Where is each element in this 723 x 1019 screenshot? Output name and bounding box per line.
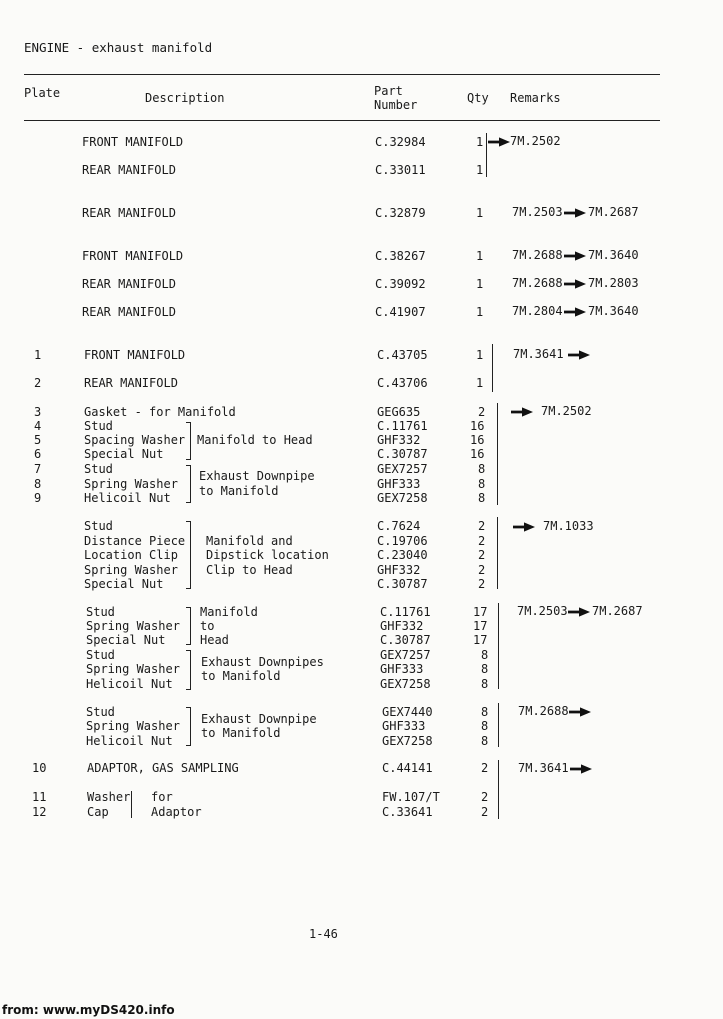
row-part: GHF333 [380, 662, 424, 676]
row-part: GHF333 [382, 719, 426, 733]
col-qty: Qty [467, 91, 489, 105]
arrow-icon [568, 350, 590, 360]
row-part: FW.107/T [382, 790, 440, 804]
group-note: Clip to Head [206, 563, 293, 577]
row-qty: 1 [476, 135, 484, 149]
row-plate: 7 [34, 462, 42, 476]
row-desc: Stud [84, 519, 113, 533]
arrow-icon [570, 764, 592, 774]
row-desc: Stud [84, 462, 113, 476]
row-part: C.30787 [377, 577, 428, 591]
remark-from: 7M.2688 [512, 248, 563, 262]
row-desc: FRONT MANIFOLD [84, 348, 186, 362]
group-note: to [200, 619, 215, 633]
group-bracket [186, 707, 191, 746]
arrow-icon [564, 251, 586, 261]
row-part: GEX7258 [382, 734, 433, 748]
row-qty: 2 [478, 563, 486, 577]
header-rule-top [24, 74, 660, 75]
row-part: C.43706 [377, 376, 428, 390]
row-desc: Spring Washer [86, 719, 180, 733]
row-part: C.38267 [375, 249, 426, 263]
group-bracket [186, 422, 191, 460]
row-desc: Stud [86, 605, 115, 619]
group-note: Exhaust Downpipes [201, 655, 324, 669]
row-qty: 17 [473, 605, 488, 619]
row-part: C.23040 [377, 548, 428, 562]
row-plate: 6 [34, 447, 42, 461]
row-desc: FRONT MANIFOLD [82, 135, 184, 149]
row-plate: 11 [32, 790, 47, 804]
row-desc: REAR MANIFOLD [82, 305, 176, 319]
row-desc: Stud [86, 705, 115, 719]
row-part: GHF332 [377, 563, 421, 577]
col-plate: Plate [24, 86, 61, 100]
remark-from: 7M.2688 [518, 704, 569, 718]
arrow-icon [568, 607, 590, 617]
row-desc: Special Nut [84, 577, 164, 591]
row-plate: 3 [34, 405, 42, 419]
arrow-icon [564, 307, 586, 317]
group-bracket [131, 791, 132, 818]
row-desc: Spring Washer [86, 662, 180, 676]
row-part: C.33641 [382, 805, 433, 819]
row-qty: 2 [478, 577, 486, 591]
page-number: 1-46 [309, 927, 338, 941]
remark-from: 7M.2503 [517, 604, 568, 618]
group-note: Head [200, 633, 229, 647]
arrow-icon [564, 279, 586, 289]
row-desc: REAR MANIFOLD [82, 163, 176, 177]
row-qty: 8 [478, 462, 486, 476]
row-qty: 8 [481, 719, 489, 733]
row-part: C.33011 [375, 163, 426, 177]
remark-to: 7M.2803 [588, 276, 639, 290]
row-qty: 1 [476, 163, 484, 177]
row-qty: 16 [470, 419, 485, 433]
row-qty: 1 [476, 305, 484, 319]
row-part: C.11761 [380, 605, 431, 619]
row-plate: 4 [34, 419, 42, 433]
remark-bracket [498, 603, 499, 689]
row-part: C.7624 [377, 519, 421, 533]
row-desc: Washer [87, 790, 131, 804]
row-qty: 2 [481, 790, 489, 804]
group-note: to Manifold [201, 726, 281, 740]
row-qty: 16 [470, 433, 485, 447]
row-part: C.32879 [375, 206, 426, 220]
row-part: GEX7257 [380, 648, 431, 662]
row-qty: 8 [478, 477, 486, 491]
row-part: GEG635 [377, 405, 421, 419]
row-qty: 1 [476, 206, 484, 220]
group-note: for [151, 790, 173, 804]
page-title: ENGINE - exhaust manifold [24, 40, 213, 55]
arrow-icon [488, 137, 510, 147]
remark-bracket [497, 517, 498, 589]
header-rule-bottom [24, 120, 660, 121]
row-part: GHF332 [380, 619, 424, 633]
row-part: C.19706 [377, 534, 428, 548]
row-desc: Special Nut [86, 633, 166, 647]
row-desc: Helicoil Nut [86, 734, 173, 748]
row-part: C.39092 [375, 277, 426, 291]
group-bracket [186, 650, 191, 690]
row-desc: Distance Piece [84, 534, 186, 548]
row-qty: 1 [476, 348, 484, 362]
group-bracket [186, 521, 191, 589]
row-desc: Location Clip [84, 548, 178, 562]
row-desc: Helicoil Nut [84, 491, 171, 505]
row-desc: Gasket - for Manifold [84, 405, 236, 419]
row-plate: 9 [34, 491, 42, 505]
row-part: GEX7440 [382, 705, 433, 719]
group-note: Dipstick location [206, 548, 329, 562]
remark-to: 7M.2502 [541, 404, 592, 418]
row-qty: 1 [476, 277, 484, 291]
remark-bracket [498, 703, 499, 747]
arrow-icon [513, 522, 535, 532]
row-qty: 1 [476, 376, 484, 390]
row-part: C.11761 [377, 419, 428, 433]
arrow-icon [511, 407, 533, 417]
remark-from: 7M.2503 [512, 205, 563, 219]
row-plate: 8 [34, 477, 42, 491]
group-note: Exhaust Downpipe [199, 469, 315, 483]
row-qty: 2 [478, 548, 486, 562]
row-part: GHF332 [377, 433, 421, 447]
arrow-icon [569, 707, 591, 717]
row-qty: 2 [481, 805, 489, 819]
remark-from: 7M.3641 [518, 761, 569, 775]
group-note: to Manifold [199, 484, 279, 498]
group-bracket [186, 465, 191, 503]
row-desc: Stud [84, 419, 113, 433]
remark-from: 7M.2688 [512, 276, 563, 290]
row-qty: 8 [478, 491, 486, 505]
row-desc: REAR MANIFOLD [82, 206, 176, 220]
row-qty: 2 [478, 519, 486, 533]
row-qty: 2 [481, 761, 489, 775]
row-part: C.44141 [382, 761, 433, 775]
source-footer: from: www.myDS420.info [2, 1003, 175, 1017]
row-qty: 17 [473, 619, 488, 633]
row-part: GHF333 [377, 477, 421, 491]
row-desc: Spacing Washer [84, 433, 186, 447]
row-plate: 10 [32, 761, 47, 775]
row-desc: REAR MANIFOLD [82, 277, 176, 291]
row-part: C.43705 [377, 348, 428, 362]
remark-bracket [498, 760, 499, 819]
row-qty: 16 [470, 447, 485, 461]
group-note: Exhaust Downpipe [201, 712, 317, 726]
row-qty: 17 [473, 633, 488, 647]
remark-bracket [486, 133, 487, 177]
row-desc: Stud [86, 648, 115, 662]
row-desc: FRONT MANIFOLD [82, 249, 184, 263]
row-plate: 1 [34, 348, 42, 362]
row-plate: 12 [32, 805, 47, 819]
row-desc: Special Nut [84, 447, 164, 461]
row-part: C.32984 [375, 135, 426, 149]
row-plate: 5 [34, 433, 42, 447]
row-qty: 8 [481, 648, 489, 662]
group-note: to Manifold [201, 669, 281, 683]
group-bracket [186, 607, 191, 645]
row-part: C.41907 [375, 305, 426, 319]
row-qty: 2 [478, 534, 486, 548]
row-part: C.30787 [380, 633, 431, 647]
group-note: Manifold to Head [197, 433, 313, 447]
col-part-number-2: Number [374, 98, 418, 112]
row-qty: 8 [481, 662, 489, 676]
row-qty: 8 [481, 677, 489, 691]
row-qty: 8 [481, 705, 489, 719]
remark-from: 7M.3641 [513, 347, 564, 361]
col-remarks: Remarks [510, 91, 561, 105]
col-part-number-1: Part [374, 84, 403, 98]
group-note: Adaptor [151, 805, 202, 819]
remark-to: 7M.3640 [588, 248, 639, 262]
col-description: Description [145, 91, 225, 105]
row-qty: 1 [476, 249, 484, 263]
row-part: GEX7258 [377, 491, 428, 505]
remark-bracket [492, 344, 493, 392]
row-part: C.30787 [377, 447, 428, 461]
remark-to: 7M.2687 [588, 205, 639, 219]
remark-to: 7M.2687 [592, 604, 643, 618]
row-desc: REAR MANIFOLD [84, 376, 178, 390]
row-desc: Spring Washer [84, 477, 178, 491]
remark-bracket [497, 403, 498, 505]
row-desc: Spring Washer [86, 619, 180, 633]
remark-from: 7M.2804 [512, 304, 563, 318]
remark-to: 7M.3640 [588, 304, 639, 318]
remark-to: 7M.2502 [510, 134, 561, 148]
row-desc: Spring Washer [84, 563, 178, 577]
group-note: Manifold and [206, 534, 293, 548]
arrow-icon [564, 208, 586, 218]
row-plate: 2 [34, 376, 42, 390]
row-part: GEX7258 [380, 677, 431, 691]
row-desc: ADAPTOR, GAS SAMPLING [87, 761, 239, 775]
row-qty: 8 [481, 734, 489, 748]
remark-to: 7M.1033 [543, 519, 594, 533]
row-part: GEX7257 [377, 462, 428, 476]
row-desc: Helicoil Nut [86, 677, 173, 691]
row-desc: Cap [87, 805, 109, 819]
group-note: Manifold [200, 605, 258, 619]
row-qty: 2 [478, 405, 486, 419]
